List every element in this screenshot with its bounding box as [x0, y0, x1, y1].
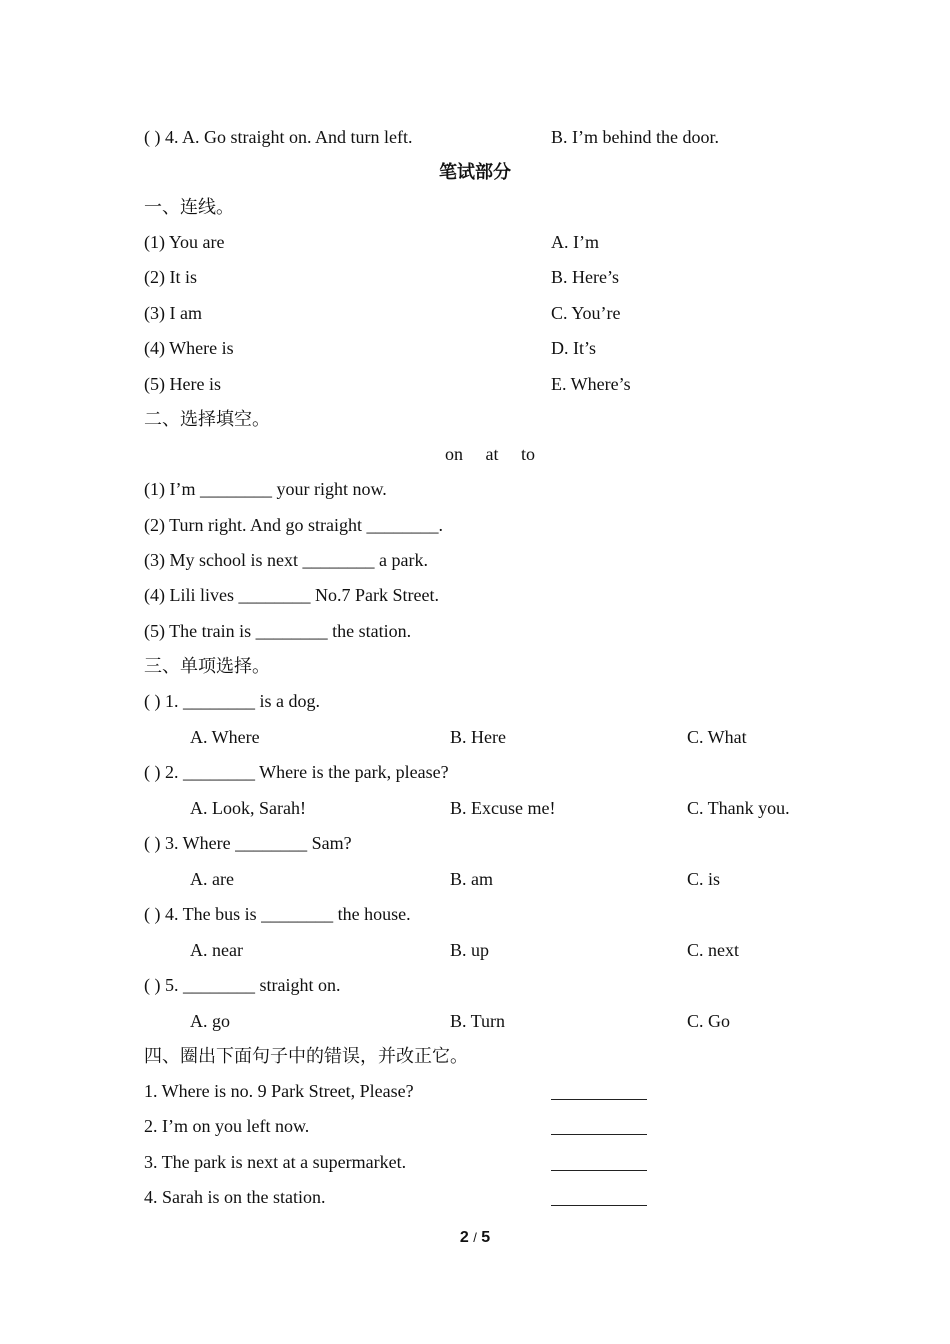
match-left-item: (2) It is — [144, 267, 197, 287]
page-total: 5 — [481, 1229, 491, 1246]
mc-question: ( ) 4. The bus is ________ the house. — [144, 904, 411, 924]
mc-option-a: A. Look, Sarah! — [190, 798, 306, 818]
match-right-item: D. It’s — [551, 338, 596, 358]
section-heading: 二、选择填空。 — [144, 409, 270, 429]
answer-blank[interactable] — [551, 1151, 647, 1173]
match-right-item: A. I’m — [551, 232, 599, 252]
page-number — [0, 1229, 950, 1247]
mc-option-b: B. Turn — [450, 1011, 506, 1031]
match-left-item: (1) You are — [144, 232, 225, 252]
fill-blank-item: (2) Turn right. And go straight ________. — [144, 515, 444, 535]
mc-question: ( ) 5. ________ straight on. — [144, 975, 341, 995]
word-bank-word: to — [520, 444, 535, 464]
answer-blank[interactable] — [551, 1186, 647, 1208]
mc-option-b: B. up — [450, 940, 490, 960]
mc-option-c: C. What — [687, 727, 747, 747]
error-correction-item: 1. Where is no. 9 Park Street, Please? — [144, 1081, 414, 1101]
fill-blank-item: (1) I’m ________ your right now. — [144, 479, 387, 499]
section-title: 笔试部分 — [439, 162, 511, 182]
section-heading: 四、圈出下面句子中的错误，并改正它。 — [144, 1046, 468, 1066]
error-correction-item: 2. I’m on you left now. — [144, 1116, 310, 1136]
match-right-item: E. Where’s — [551, 374, 631, 394]
mc-question: ( ) 1. ________ is a dog. — [144, 691, 320, 711]
mc-option-a: A. go — [190, 1011, 230, 1031]
mc-question: ( ) 2. ________ Where is the park, please? — [144, 762, 449, 782]
match-left-item: (3) I am — [144, 303, 202, 323]
mc-question: ( ) 3. Where ________ Sam? — [144, 833, 352, 853]
error-correction-item: 3. The park is next at a supermarket. — [144, 1152, 407, 1172]
match-right-item: C. You’re — [551, 303, 621, 323]
mc-option-a: A. Where — [190, 727, 260, 747]
mc-option-c: C. Thank you. — [687, 798, 790, 818]
mc-option-a: A. are — [190, 869, 234, 889]
word-bank-word: at — [485, 444, 499, 464]
page-separator: / — [473, 1230, 477, 1245]
mc-option-c: C. Go — [687, 1011, 731, 1031]
answer-blank[interactable] — [551, 1115, 647, 1137]
match-right-item: B. Here’s — [551, 267, 619, 287]
fill-blank-item: (4) Lili lives ________ No.7 Park Street. — [144, 585, 439, 605]
option-b: B. I’m behind the door. — [551, 127, 719, 147]
mc-option-b: B. am — [450, 869, 493, 889]
word-bank — [0, 443, 950, 465]
fill-blank-item: (3) My school is next ________ a park. — [144, 550, 428, 570]
mc-option-c: C. next — [687, 940, 739, 960]
section-heading: 三、单项选择。 — [144, 656, 270, 676]
answer-blank[interactable] — [551, 1080, 647, 1102]
section-heading: 一、连线。 — [144, 197, 234, 217]
match-left-item: (5) Here is — [144, 374, 221, 394]
fill-blank-item: (5) The train is ________ the station. — [144, 621, 412, 641]
page-current: 2 — [459, 1229, 469, 1246]
word-bank-word: on — [444, 444, 463, 464]
question-item: ( ) 4. A. Go straight on. And turn left. — [144, 127, 413, 147]
mc-option-b: B. Excuse me! — [450, 798, 556, 818]
mc-option-a: A. near — [190, 940, 243, 960]
match-left-item: (4) Where is — [144, 338, 234, 358]
mc-option-b: B. Here — [450, 727, 506, 747]
mc-option-c: C. is — [687, 869, 721, 889]
error-correction-item: 4. Sarah is on the station. — [144, 1187, 326, 1207]
